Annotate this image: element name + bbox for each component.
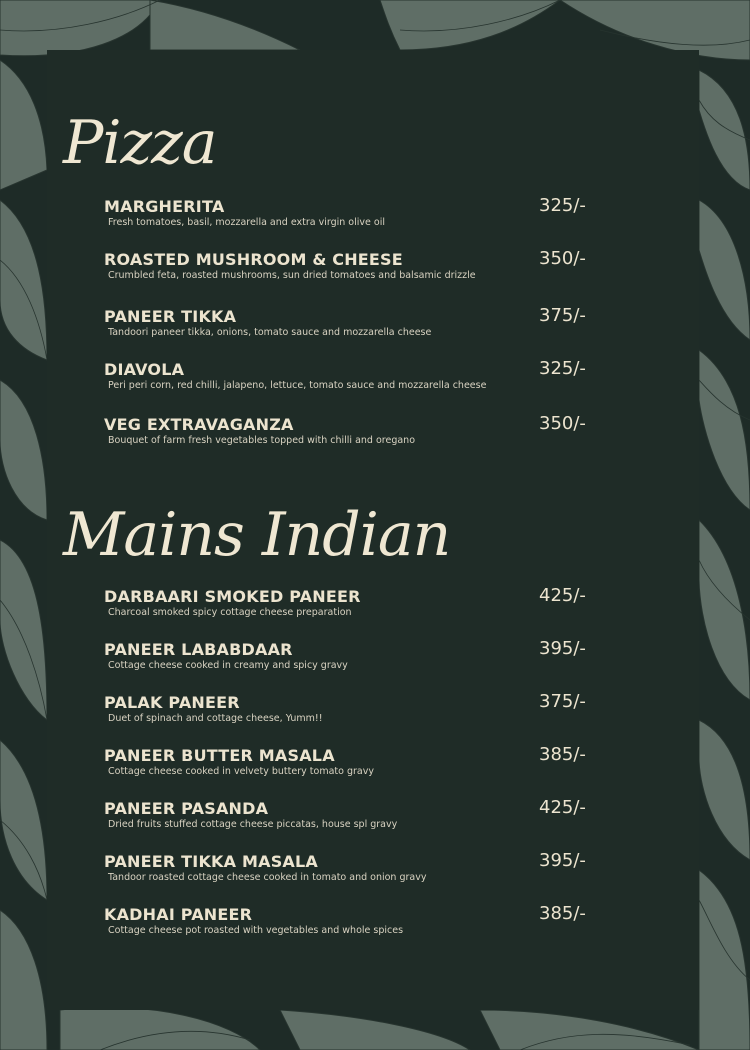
item-name: PANEER PASANDA <box>104 799 269 818</box>
menu-item: PANEER BUTTER MASALA Cottage cheese cooked in velvety buttery tomato gravy 385/- <box>104 744 586 777</box>
item-description: Cottage cheese cooked in creamy and spicy gravy <box>108 660 348 671</box>
item-name: PANEER BUTTER MASALA <box>104 746 335 765</box>
item-description: Tandoor roasted cottage cheese cooked in tomato and onion gravy <box>108 872 427 883</box>
menu-item: PALAK PANEER Duet of spinach and cottage cheese, Yumm!! 375/- <box>104 691 586 724</box>
menu-item: DARBAARI SMOKED PANEER Charcoal smoked spicy cottage cheese preparation 425/- <box>104 585 586 618</box>
menu-item: PANEER TIKKA Tandoori paneer tikka, onions, tomato sauce and mozzarella cheese 375/- <box>104 305 586 338</box>
menu-item: DIAVOLA Peri peri corn, red chilli, jalapeno, lettuce, tomato sauce and mozzarella cheese 325/- <box>104 358 586 391</box>
menu-item: PANEER PASANDA Dried fruits stuffed cottage cheese piccatas, house spl gravy 425/- <box>104 797 586 830</box>
item-name: PALAK PANEER <box>104 693 240 712</box>
item-description: Charcoal smoked spicy cottage cheese preparation <box>108 607 352 618</box>
item-description: Cottage cheese pot roasted with vegetables and whole spices <box>108 925 404 936</box>
section-title-mains-indian: Mains Indian <box>63 500 451 570</box>
menu-panel <box>47 50 699 1010</box>
item-name: DARBAARI SMOKED PANEER <box>104 587 361 606</box>
menu-item: PANEER LABABDAAR Cottage cheese cooked in creamy and spicy gravy 395/- <box>104 638 586 671</box>
item-name: PANEER LABABDAAR <box>104 640 293 659</box>
item-description: Dried fruits stuffed cottage cheese piccatas, house spl gravy <box>108 819 398 830</box>
item-description: Tandoori paneer tikka, onions, tomato sauce and mozzarella cheese <box>108 327 432 338</box>
menu-item: VEG EXTRAVAGANZA Bouquet of farm fresh vegetables topped with chilli and oregano 350/- <box>104 413 586 446</box>
item-name: DIAVOLA <box>104 360 185 379</box>
item-description: Cottage cheese cooked in velvety buttery tomato gravy <box>108 766 374 777</box>
item-name: MARGHERITA <box>104 197 225 216</box>
item-description: Bouquet of farm fresh vegetables topped with chilli and oregano <box>108 435 416 446</box>
item-description: Fresh tomatoes, basil, mozzarella and extra virgin olive oil <box>108 217 385 228</box>
item-description: Crumbled feta, roasted mushrooms, sun dried tomatoes and balsamic drizzle <box>108 270 476 281</box>
menu-item: PANEER TIKKA MASALA Tandoor roasted cottage cheese cooked in tomato and onion gravy 395/- <box>104 850 586 883</box>
item-name: PANEER TIKKA MASALA <box>104 852 318 871</box>
item-name: ROASTED MUSHROOM & CHEESE <box>104 250 403 269</box>
section-title-pizza: Pizza <box>63 108 217 178</box>
item-description: Duet of spinach and cottage cheese, Yumm!! <box>108 713 323 724</box>
item-name: PANEER TIKKA <box>104 307 237 326</box>
menu-item: MARGHERITA Fresh tomatoes, basil, mozzarella and extra virgin olive oil 325/- <box>104 195 586 228</box>
menu-item: ROASTED MUSHROOM & CHEESE Crumbled feta, roasted mushrooms, sun dried tomatoes and balsamic drizzle 350/- <box>104 248 586 281</box>
item-name: VEG EXTRAVAGANZA <box>104 415 294 434</box>
menu-item: KADHAI PANEER Cottage cheese pot roasted with vegetables and whole spices 385/- <box>104 903 586 936</box>
item-description: Peri peri corn, red chilli, jalapeno, lettuce, tomato sauce and mozzarella cheese <box>108 380 487 391</box>
item-name: KADHAI PANEER <box>104 905 253 924</box>
